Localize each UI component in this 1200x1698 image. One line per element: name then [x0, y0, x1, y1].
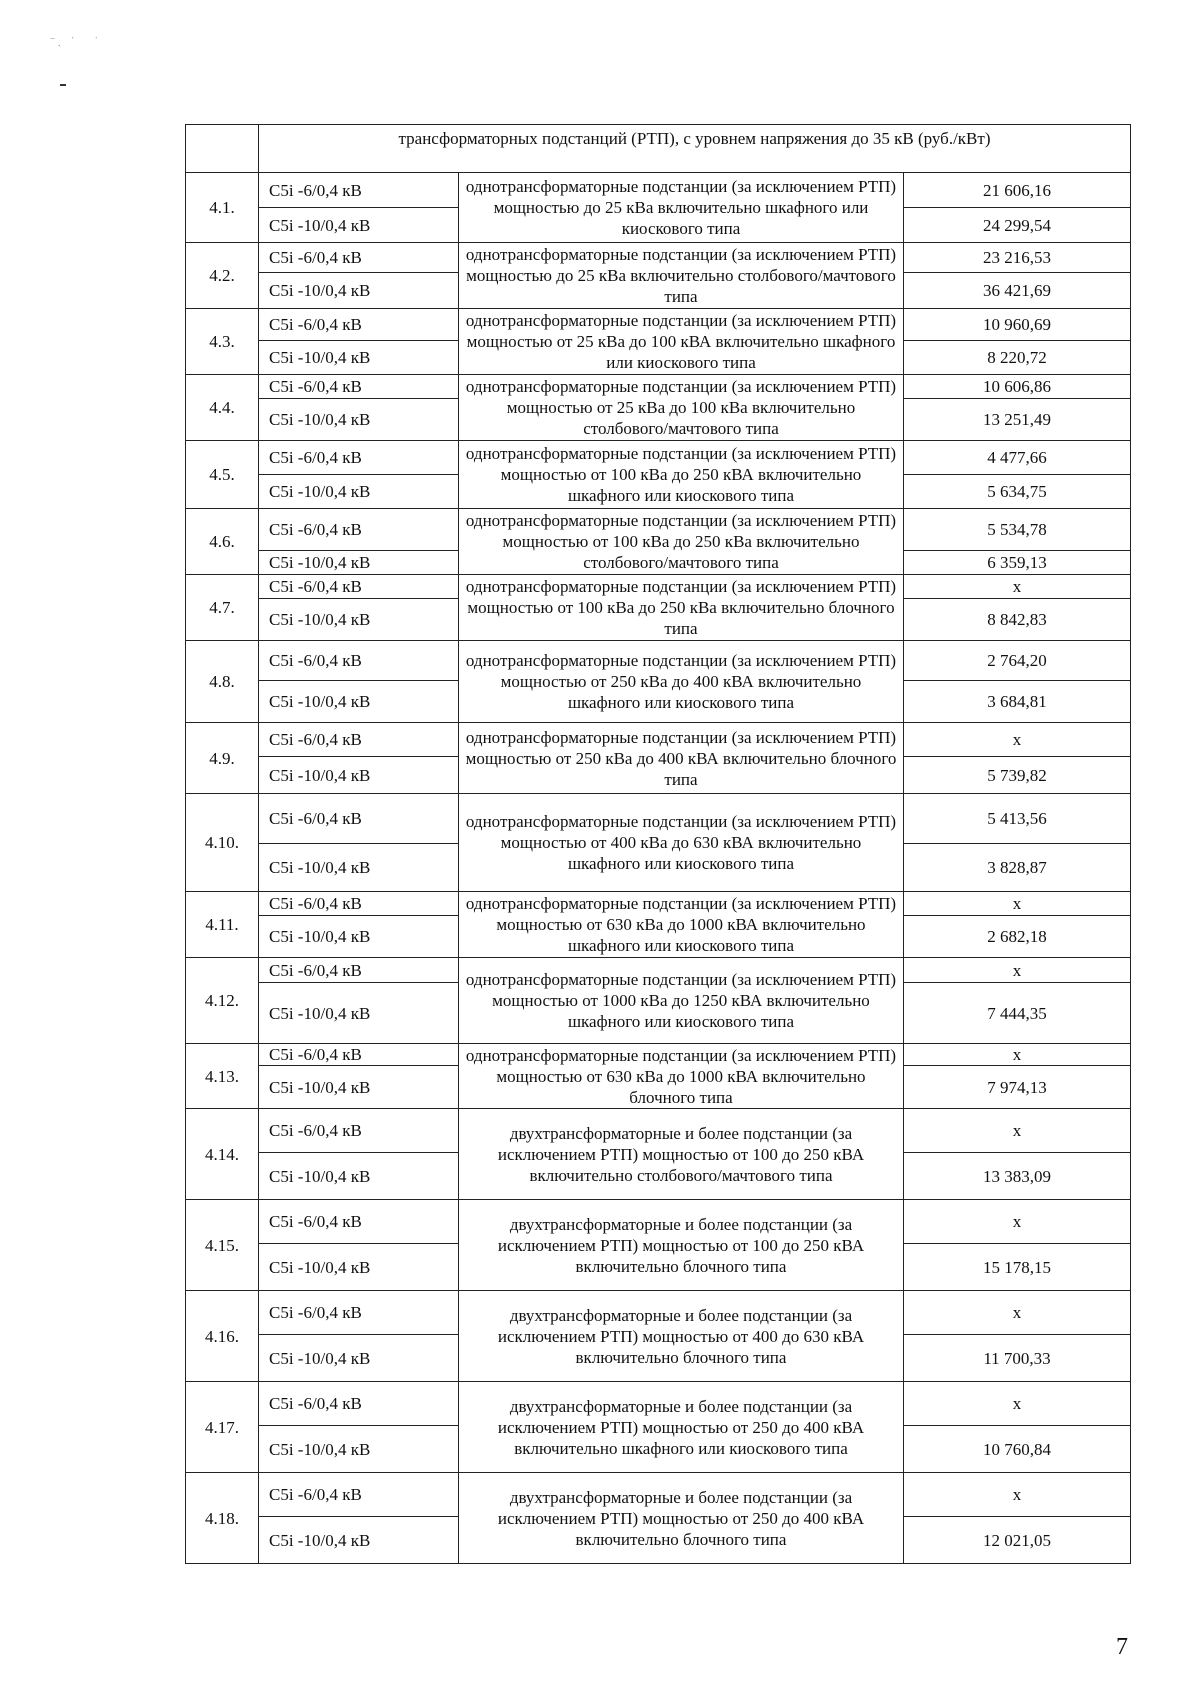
page-number: 7	[1116, 1634, 1128, 1660]
table-row	[186, 375, 1131, 399]
voltage-6kv: C5i -6/0,4 кВ	[259, 723, 459, 757]
price-10kv: 12 021,05	[904, 1517, 1131, 1564]
price-10kv: 5 739,82	[904, 757, 1131, 794]
table-row	[186, 1382, 1131, 1426]
row-number: 4.12.	[186, 958, 259, 1044]
price-10kv: 2 682,18	[904, 916, 1131, 958]
price-10kv: 15 178,15	[904, 1244, 1131, 1291]
price-10kv: 8 842,83	[904, 599, 1131, 641]
scan-specks: ⁻ ˎ ˈ ˈ	[50, 36, 98, 47]
table-row	[186, 1109, 1131, 1153]
table-row	[186, 1291, 1131, 1335]
scan-mark	[60, 84, 66, 86]
voltage-6kv: C5i -6/0,4 кВ	[259, 1044, 459, 1066]
price-6kv: 23 216,53	[904, 243, 1131, 273]
voltage-6kv: C5i -6/0,4 кВ	[259, 509, 459, 551]
table-row	[186, 243, 1131, 273]
price-6kv: x	[904, 1200, 1131, 1244]
table-row	[186, 958, 1131, 983]
tariff-table	[185, 124, 1131, 1564]
substation-description: однотрансформаторные подстанции (за исключением РТП) мощностью от 400 кВа до 630 кВА включительно шкафного или киоскового типа	[459, 794, 904, 892]
row-number: 4.7.	[186, 575, 259, 641]
row-number: 4.16.	[186, 1291, 259, 1382]
price-10kv: 36 421,69	[904, 273, 1131, 309]
voltage-6kv: C5i -6/0,4 кВ	[259, 243, 459, 273]
substation-description: двухтрансформаторные и более подстанции (за исключением РТП) мощностью от 400 до 630 кВА включительно блочного типа	[459, 1291, 904, 1382]
substation-description: однотрансформаторные подстанции (за исключением РТП) мощностью от 100 кВа до 250 кВа включительно блочного типа	[459, 575, 904, 641]
row-number: 4.11.	[186, 892, 259, 958]
row-number: 4.2.	[186, 243, 259, 309]
price-10kv: 8 220,72	[904, 341, 1131, 375]
voltage-6kv: C5i -6/0,4 кВ	[259, 1109, 459, 1153]
voltage-6kv: C5i -6/0,4 кВ	[259, 375, 459, 399]
voltage-10kv: C5i -10/0,4 кВ	[259, 1153, 459, 1200]
voltage-10kv: C5i -10/0,4 кВ	[259, 983, 459, 1044]
voltage-6kv: C5i -6/0,4 кВ	[259, 173, 459, 208]
row-number: 4.14.	[186, 1109, 259, 1200]
price-10kv: 7 444,35	[904, 983, 1131, 1044]
substation-description: однотрансформаторные подстанции (за исключением РТП) мощностью от 250 кВа до 400 кВА включительно блочного типа	[459, 723, 904, 794]
substation-description: однотрансформаторные подстанции (за исключением РТП) мощностью от 630 кВа до 1000 кВА включительно шкафного или киоскового типа	[459, 892, 904, 958]
price-6kv: x	[904, 723, 1131, 757]
voltage-10kv: C5i -10/0,4 кВ	[259, 757, 459, 794]
substation-description: однотрансформаторные подстанции (за исключением РТП) мощностью от 630 кВа до 1000 кВА включительно блочного типа	[459, 1044, 904, 1109]
price-6kv: x	[904, 1109, 1131, 1153]
price-6kv: 10 606,86	[904, 375, 1131, 399]
voltage-10kv: C5i -10/0,4 кВ	[259, 599, 459, 641]
row-number: 4.8.	[186, 641, 259, 723]
voltage-10kv: C5i -10/0,4 кВ	[259, 273, 459, 309]
voltage-6kv: C5i -6/0,4 кВ	[259, 1200, 459, 1244]
voltage-10kv: C5i -10/0,4 кВ	[259, 916, 459, 958]
table-row	[186, 173, 1131, 208]
voltage-10kv: C5i -10/0,4 кВ	[259, 475, 459, 509]
voltage-10kv: C5i -10/0,4 кВ	[259, 1244, 459, 1291]
substation-description: однотрансформаторные подстанции (за исключением РТП) мощностью до 25 кВа включительно шкафного или киоскового типа	[459, 173, 904, 243]
substation-description: двухтрансформаторные и более подстанции (за исключением РТП) мощностью от 100 до 250 кВА включительно блочного типа	[459, 1200, 904, 1291]
price-6kv: 21 606,16	[904, 173, 1131, 208]
row-number: 4.1.	[186, 173, 259, 243]
voltage-10kv: C5i -10/0,4 кВ	[259, 551, 459, 575]
header-blank-cell	[186, 125, 259, 173]
substation-description: однотрансформаторные подстанции (за исключением РТП) мощностью от 25 кВа до 100 кВа включительно столбового/мачтового типа	[459, 375, 904, 441]
substation-description: однотрансформаторные подстанции (за исключением РТП) мощностью от 25 кВа до 100 кВА включительно шкафного или киоскового типа	[459, 309, 904, 375]
table-header-label: трансформаторных подстанций (РТП), с уровнем напряжения до 35 кВ (руб./кВт)	[259, 125, 1131, 173]
price-6kv: 5 534,78	[904, 509, 1131, 551]
row-number: 4.17.	[186, 1382, 259, 1473]
table-row	[186, 509, 1131, 551]
substation-description: однотрансформаторные подстанции (за исключением РТП) мощностью от 100 кВа до 250 кВА включительно шкафного или киоскового типа	[459, 441, 904, 509]
price-6kv: x	[904, 1044, 1131, 1066]
price-6kv: 10 960,69	[904, 309, 1131, 341]
price-6kv: 2 764,20	[904, 641, 1131, 681]
voltage-6kv: C5i -6/0,4 кВ	[259, 892, 459, 916]
price-10kv: 6 359,13	[904, 551, 1131, 575]
voltage-10kv: C5i -10/0,4 кВ	[259, 681, 459, 723]
table-row	[186, 723, 1131, 757]
voltage-10kv: C5i -10/0,4 кВ	[259, 1066, 459, 1109]
table-row	[186, 441, 1131, 475]
voltage-6kv: C5i -6/0,4 кВ	[259, 958, 459, 983]
substation-description: двухтрансформаторные и более подстанции (за исключением РТП) мощностью от 250 до 400 кВА включительно блочного типа	[459, 1473, 904, 1564]
row-number: 4.18.	[186, 1473, 259, 1564]
voltage-10kv: C5i -10/0,4 кВ	[259, 341, 459, 375]
table-row	[186, 309, 1131, 341]
voltage-10kv: C5i -10/0,4 кВ	[259, 1335, 459, 1382]
price-10kv: 3 684,81	[904, 681, 1131, 723]
price-10kv: 5 634,75	[904, 475, 1131, 509]
row-number: 4.5.	[186, 441, 259, 509]
price-6kv: x	[904, 892, 1131, 916]
voltage-6kv: C5i -6/0,4 кВ	[259, 794, 459, 844]
table-row	[186, 1473, 1131, 1517]
price-10kv: 13 383,09	[904, 1153, 1131, 1200]
voltage-10kv: C5i -10/0,4 кВ	[259, 399, 459, 441]
substation-description: однотрансформаторные подстанции (за исключением РТП) мощностью от 1000 кВа до 1250 кВА включительно шкафного или киоскового типа	[459, 958, 904, 1044]
voltage-10kv: C5i -10/0,4 кВ	[259, 1517, 459, 1564]
voltage-10kv: C5i -10/0,4 кВ	[259, 208, 459, 243]
price-6kv: 5 413,56	[904, 794, 1131, 844]
table-row	[186, 892, 1131, 916]
table-row	[186, 1044, 1131, 1066]
price-10kv: 11 700,33	[904, 1335, 1131, 1382]
price-10kv: 7 974,13	[904, 1066, 1131, 1109]
price-10kv: 10 760,84	[904, 1426, 1131, 1473]
voltage-10kv: C5i -10/0,4 кВ	[259, 1426, 459, 1473]
voltage-6kv: C5i -6/0,4 кВ	[259, 441, 459, 475]
price-6kv: x	[904, 958, 1131, 983]
substation-description: двухтрансформаторные и более подстанции (за исключением РТП) мощностью от 100 до 250 кВА включительно столбового/мачтового типа	[459, 1109, 904, 1200]
table-row	[186, 1200, 1131, 1244]
price-6kv: 4 477,66	[904, 441, 1131, 475]
substation-description: однотрансформаторные подстанции (за исключением РТП) мощностью от 250 кВа до 400 кВА включительно шкафного или киоскового типа	[459, 641, 904, 723]
table-row	[186, 794, 1131, 844]
table-row	[186, 641, 1131, 681]
row-number: 4.9.	[186, 723, 259, 794]
voltage-6kv: C5i -6/0,4 кВ	[259, 575, 459, 599]
row-number: 4.4.	[186, 375, 259, 441]
voltage-6kv: C5i -6/0,4 кВ	[259, 641, 459, 681]
price-10kv: 13 251,49	[904, 399, 1131, 441]
price-6kv: x	[904, 575, 1131, 599]
table-header-row	[186, 125, 1131, 173]
substation-description: двухтрансформаторные и более подстанции (за исключением РТП) мощностью от 250 до 400 кВА включительно шкафного или киоскового типа	[459, 1382, 904, 1473]
substation-description: однотрансформаторные подстанции (за исключением РТП) мощностью до 25 кВа включительно столбового/мачтового типа	[459, 243, 904, 309]
row-number: 4.3.	[186, 309, 259, 375]
price-10kv: 24 299,54	[904, 208, 1131, 243]
row-number: 4.15.	[186, 1200, 259, 1291]
voltage-6kv: C5i -6/0,4 кВ	[259, 1382, 459, 1426]
voltage-10kv: C5i -10/0,4 кВ	[259, 844, 459, 892]
row-number: 4.13.	[186, 1044, 259, 1109]
row-number: 4.6.	[186, 509, 259, 575]
voltage-6kv: C5i -6/0,4 кВ	[259, 1473, 459, 1517]
voltage-6kv: C5i -6/0,4 кВ	[259, 1291, 459, 1335]
row-number: 4.10.	[186, 794, 259, 892]
price-6kv: x	[904, 1291, 1131, 1335]
table-row	[186, 575, 1131, 599]
price-10kv: 3 828,87	[904, 844, 1131, 892]
price-6kv: x	[904, 1473, 1131, 1517]
voltage-6kv: C5i -6/0,4 кВ	[259, 309, 459, 341]
substation-description: однотрансформаторные подстанции (за исключением РТП) мощностью от 100 кВа до 250 кВа включительно столбового/мачтового типа	[459, 509, 904, 575]
price-6kv: x	[904, 1382, 1131, 1426]
